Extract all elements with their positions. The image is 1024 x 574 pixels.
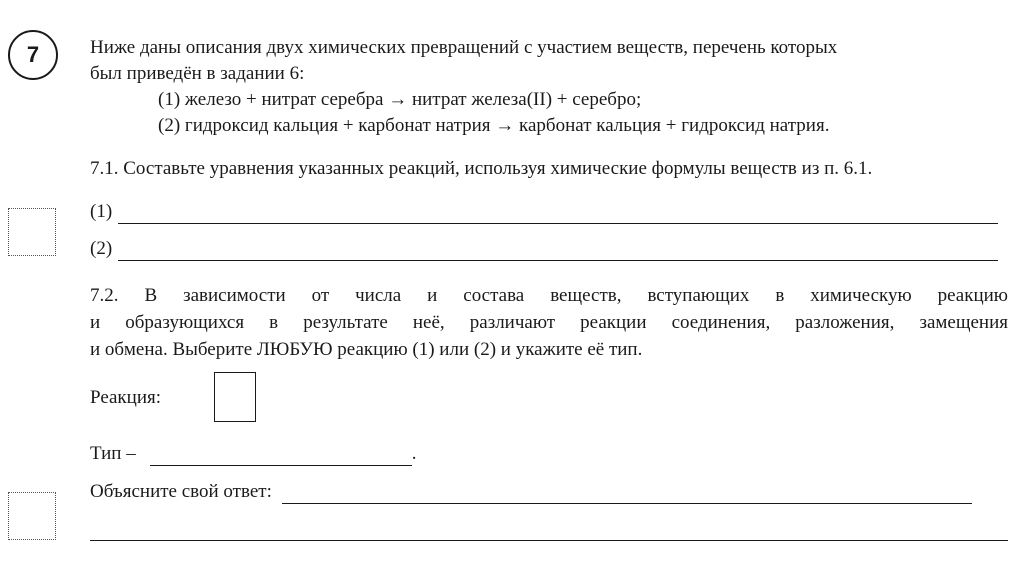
type-end-period: .: [411, 443, 417, 464]
answer-2-label: (2): [90, 238, 113, 259]
task-number-badge: [8, 30, 58, 80]
part-2-prompt-line-3: и обмена. Выберите ЛЮБУЮ реакцию (1) или (2) и укажите её тип.: [90, 339, 643, 360]
reaction-label: Реакция:: [90, 387, 161, 408]
task-number: 7: [26, 42, 40, 67]
explain-answer-line-2[interactable]: [90, 540, 1008, 541]
part-1-prompt: 7.1. Составьте уравнения указанных реакций, используя химические формулы веществ из п. 6.1.: [90, 158, 873, 179]
explain-row[interactable]: [90, 480, 972, 504]
reaction-answer-box[interactable]: [214, 372, 256, 422]
reaction-2-description: (2) гидроксид кальция + карбонат натрия → карбонат кальция + гидроксид натрия.: [158, 115, 830, 136]
score-box-part-2: [8, 492, 56, 540]
part-2-prompt-line-1: 7.2. В зависимости от числа и состава веществ, вступающих в химическую реакцию: [90, 285, 1008, 306]
type-row[interactable]: [90, 442, 416, 466]
task-intro-line-2: был приведён в задании 6:: [90, 63, 305, 84]
explain-label: Объясните свой ответ:: [90, 481, 272, 502]
answer-1-line[interactable]: [118, 205, 998, 224]
explain-answer-line-1[interactable]: [282, 485, 972, 504]
answer-1-label: (1): [90, 201, 113, 222]
reaction-1-description: (1) железо + нитрат серебра → нитрат железа(II) + серебро;: [158, 89, 642, 110]
type-answer-line[interactable]: [150, 447, 412, 466]
type-label: Тип –: [90, 443, 136, 464]
answer-row-1[interactable]: [90, 200, 998, 224]
task-intro-line-1: Ниже даны описания двух химических превращений с участием веществ, перечень которых: [90, 37, 838, 58]
score-box-part-1: [8, 208, 56, 256]
part-2-prompt-line-2: и образующихся в результате неё, различают реакции соединения, разложения, замещения: [90, 312, 1008, 333]
answer-2-line[interactable]: [118, 242, 998, 261]
answer-row-2[interactable]: [90, 237, 998, 261]
